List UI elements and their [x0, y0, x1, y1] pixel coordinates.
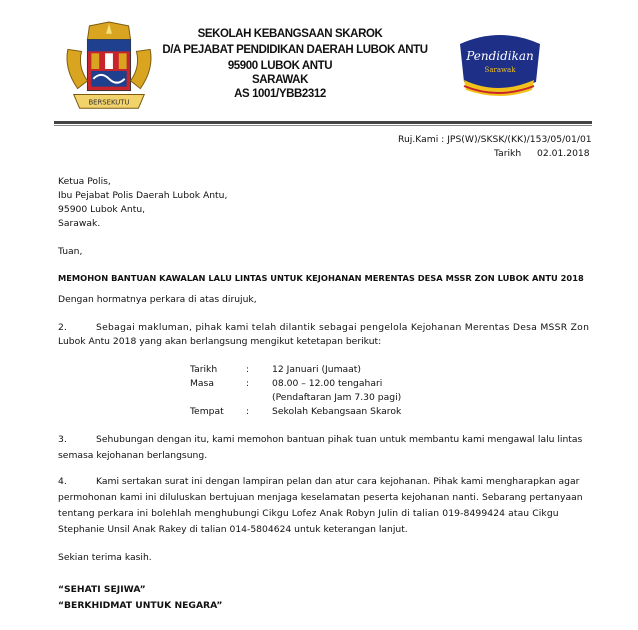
office-address: D/A PEJABAT PENDIDIKAN DAERAH LUBOK ANTU — [162, 44, 428, 56]
detail-value: 08.00 – 12.00 tengahari — [272, 378, 383, 389]
detail-label: Tarikh — [190, 364, 218, 375]
detail-label: Masa — [190, 378, 214, 389]
state: SARAWAK — [252, 74, 308, 86]
closing-line: Sekian terima kasih. — [58, 552, 152, 563]
school-name: SEKOLAH KEBANGSAAN SKAROK — [197, 28, 383, 40]
date-label: Tarikh — [494, 148, 522, 159]
recipient-line: Ketua Polis, — [58, 176, 111, 187]
detail-value: (Pendaftaran Jam 7.30 pagi) — [272, 392, 402, 403]
para-text: tentang perkara ini bolehlah menghubungi Cikgu Lofez Anak Robyn Julin di talian 019-8499424 atau Cikgu — [58, 508, 559, 519]
motto-line: “SEHATI SEJIWA” — [58, 584, 146, 595]
para-number: 3. — [58, 434, 67, 445]
detail-label: Tempat — [190, 406, 224, 417]
header-rule-thick — [54, 121, 592, 124]
salutation: Tuan, — [58, 246, 83, 257]
para-text: Stephanie Unsil Anak Rakey di talian 014-5804624 untuk keterangan lanjut. — [58, 524, 408, 535]
logo-subtext: Sarawak — [484, 66, 516, 74]
para-text: Sebagai makluman, pihak kami telah dilantik sebagai pengelola Kejohanan Merentas Desa MSSR Zon — [96, 322, 590, 333]
detail-sep: : — [246, 378, 250, 389]
recipient-line: Sarawak. — [58, 218, 101, 229]
detail-sep: : — [246, 406, 250, 417]
logo-text: Pendidikan — [466, 49, 534, 63]
postcode-town: 95900 LUBOK ANTU — [227, 60, 333, 72]
header-rule-thin — [54, 125, 592, 126]
detail-sep: : — [246, 364, 250, 375]
date-value: 02.01.2018 — [537, 148, 590, 159]
para-text: Kami sertakan surat ini dengan lampiran pelan dan atur cara kejohanan. Pihak kami mengharapkan agar — [96, 476, 580, 487]
para-text: permohonan kami ini diluluskan bertujuan menjaga keselamatan peserta kejohanan nanti. Sebarang pertanyaan — [58, 492, 583, 503]
school-code: AS 1001/YBB2312 — [234, 88, 326, 100]
para-number: 2. — [58, 322, 67, 333]
recipient-line: 95900 Lubok Antu, — [58, 204, 146, 215]
opening-line: Dengan hormatnya perkara di atas dirujuk, — [58, 294, 257, 305]
pendidikan-sarawak-logo — [452, 30, 546, 100]
detail-value: Sekolah Kebangsaan Skarok — [272, 406, 402, 417]
para-text: Sehubungan dengan itu, kami memohon bantuan pihak tuan untuk membantu kami mengawal lalu lintas — [96, 434, 583, 445]
para-number: 4. — [58, 476, 67, 487]
reference-number: Ruj.Kami : JPS(W)/SKSK/(KK)/153/05/01/01 — [398, 134, 592, 145]
subject-line: MEMOHON BANTUAN KAWALAN LALU LINTAS UNTUK KEJOHANAN MERENTAS DESA MSSR ZON LUBOK ANTU 2018 — [58, 273, 584, 283]
detail-value: 12 Januari (Jumaat) — [272, 364, 361, 375]
recipient-line: Ibu Pejabat Polis Daerah Lubok Antu, — [58, 190, 228, 201]
motto-line: “BERKHIDMAT UNTUK NEGARA” — [58, 600, 223, 611]
svg-text:BERSEKUTU: BERSEKUTU — [88, 98, 130, 107]
para-text: Lubok Antu 2018 yang akan berlangsung mengikut ketetapan berikut: — [58, 336, 382, 347]
para-text: semasa kejohanan berlangsung. — [58, 450, 208, 461]
